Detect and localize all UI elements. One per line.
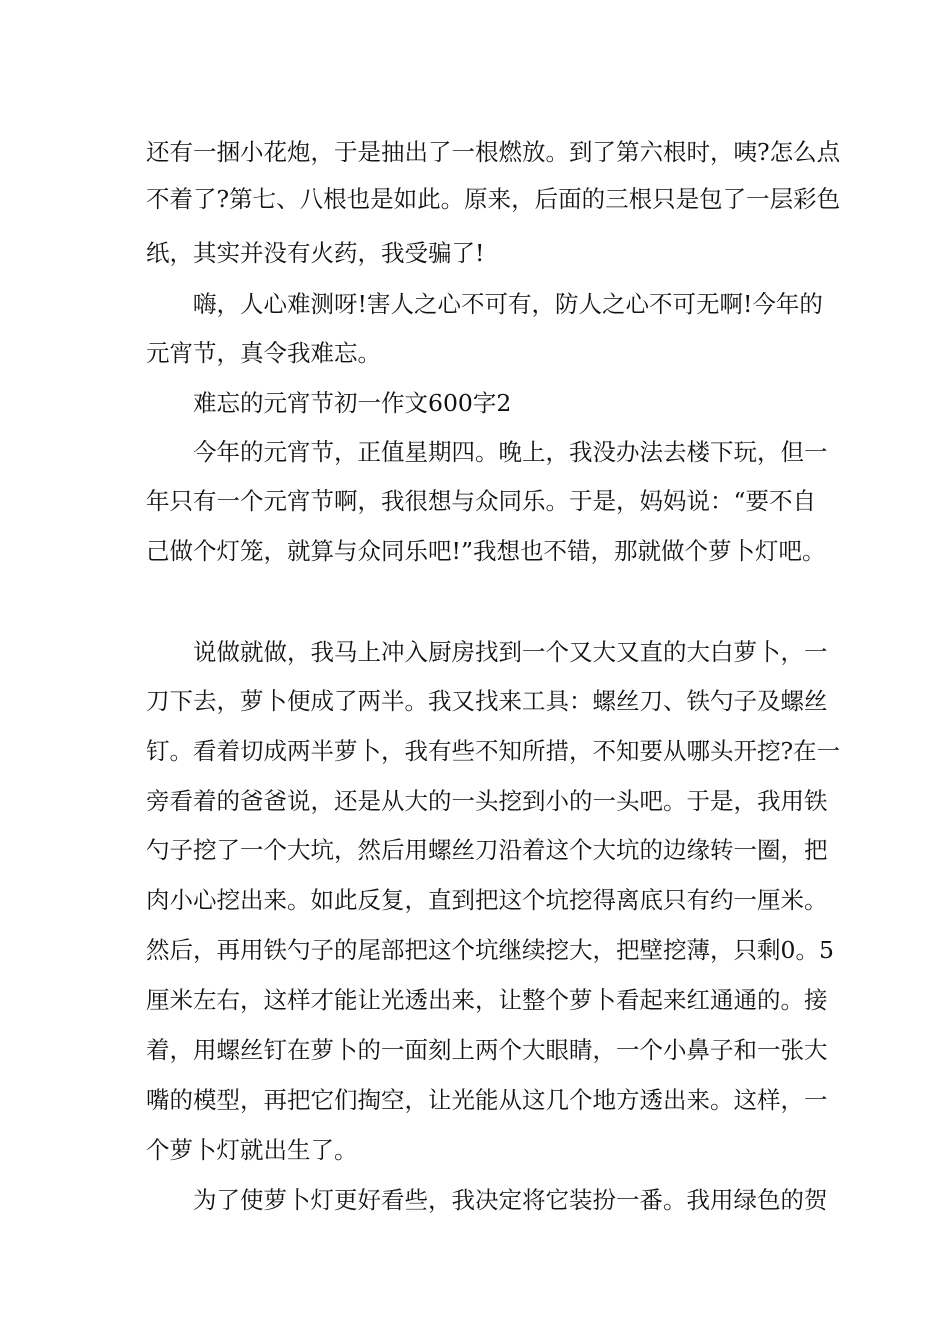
text-line: 勺子挖了一个大坑，然后用螺丝刀沿着这个大坑的边缘转一圈，把 xyxy=(146,836,828,864)
text-line: 钉。看着切成两半萝卜，我有些不知所措，不知要从哪头开挖?在一 xyxy=(146,737,841,765)
text-line: 肉小心挖出来。如此反复，直到把这个坑挖得离底只有约一厘米。 xyxy=(146,886,828,914)
text-line: 纸，其实并没有火药，我受骗了! xyxy=(146,239,485,267)
text-line: 嘴的模型，再把它们掏空，让光能从这几个地方透出来。这样，一 xyxy=(146,1086,828,1114)
text-line: 说做就做，我马上冲入厨房找到一个又大又直的大白萝卜，一 xyxy=(193,638,828,666)
text-line: 着，用螺丝钉在萝卜的一面刻上两个大眼睛，一个小鼻子和一张大 xyxy=(146,1036,828,1064)
text-line: 厘米左右，这样才能让光透出来，让整个萝卜看起来红通通的。接 xyxy=(146,986,828,1014)
text-line: 旁看着的爸爸说，还是从大的一头挖到小的一头吧。于是，我用铁 xyxy=(146,787,828,815)
text-line: 刀下去，萝卜便成了两半。我又找来工具：螺丝刀、铁勺子及螺丝 xyxy=(146,687,828,715)
section-heading: 难忘的元宵节初一作文600字2 xyxy=(193,389,512,417)
text-line: 年只有一个元宵节啊，我很想与众同乐。于是，妈妈说：“要不自 xyxy=(146,487,817,515)
text-line: 个萝卜灯就出生了。 xyxy=(146,1136,358,1164)
text-line: 然后，再用铁勺子的尾部把这个坑继续挖大，把壁挖薄，只剩0。5 xyxy=(146,936,834,964)
text-line: 元宵节，真令我难忘。 xyxy=(146,339,381,367)
text-line: 嗨，人心难测呀!害人之心不可有，防人之心不可无啊!今年的 xyxy=(193,290,823,318)
text-line: 己做个灯笼，就算与众同乐吧!”我想也不错，那就做个萝卜灯吧。 xyxy=(146,537,826,565)
text-line: 今年的元宵节，正值星期四。晚上，我没办法去楼下玩，但一 xyxy=(193,438,828,466)
text-line: 为了使萝卜灯更好看些，我决定将它装扮一番。我用绿色的贺 xyxy=(193,1186,828,1214)
text-line: 不着了?第七、八根也是如此。原来，后面的三根只是包了一层彩色 xyxy=(146,185,841,213)
text-line: 还有一捆小花炮，于是抽出了一根燃放。到了第六根时，咦?怎么点 xyxy=(146,138,841,166)
